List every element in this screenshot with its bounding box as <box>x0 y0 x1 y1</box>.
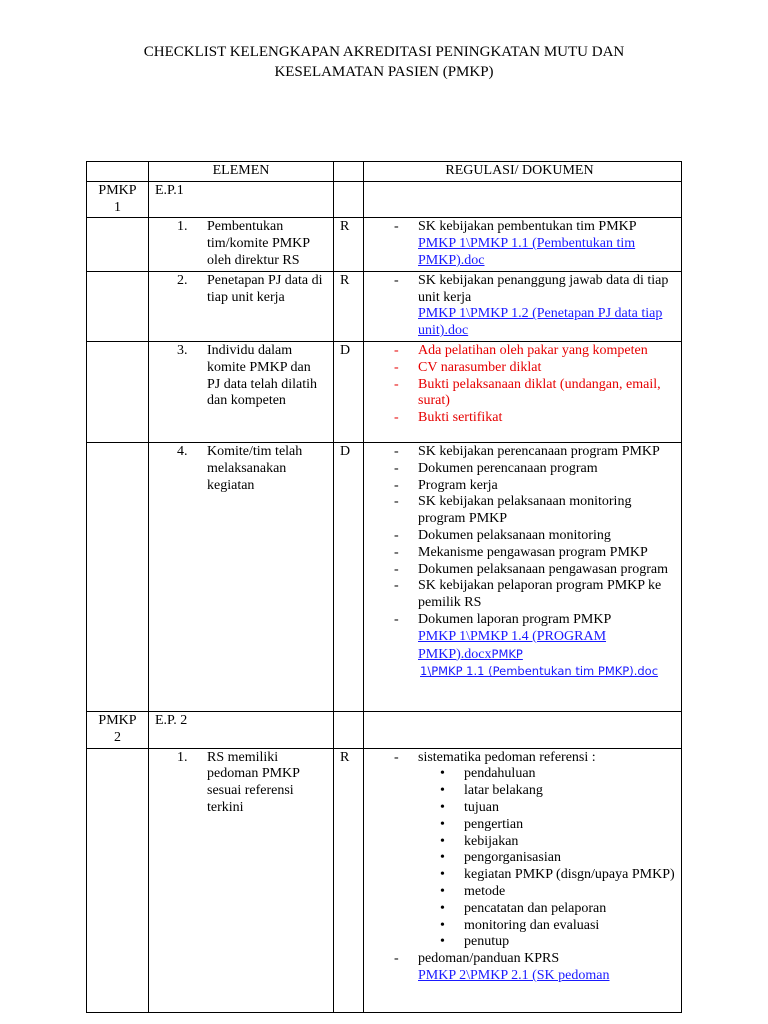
table-row-pmkp1 <box>87 181 682 218</box>
doc-item: - Dokumen pelaksanaan monitoring <box>394 527 611 543</box>
title-line-1: CHECKLIST KELENGKAPAN AKREDITASI PENINGKATAN MUTU DAN <box>143 44 625 60</box>
bullet-item: • penutup <box>440 934 510 950</box>
header-regulasi: REGULASI/ DOKUMEN <box>364 162 682 182</box>
bullet-item: • tujuan <box>440 799 499 815</box>
table-row <box>87 442 682 711</box>
list-item: 1. Pembentukan tim/komite PMKP oleh direktur RS <box>177 219 310 268</box>
doc-item: - Bukti pelaksanaan diklat (undangan, email, surat) <box>394 376 661 409</box>
doc-link[interactable]: PMKP 1\PMKP 1.1 (Pembentukan tim PMKP).doc <box>418 236 636 268</box>
doc-item: - Mekanisme pengawasan program PMKP <box>394 544 648 560</box>
outline-bullets <box>370 766 675 951</box>
pmkp1-label-a: PMKP <box>98 182 137 198</box>
doc-item: - Program kerja <box>394 477 498 493</box>
pmkp1-label <box>87 181 149 218</box>
bullet-item: • latar belakang <box>440 783 543 799</box>
bullet-item: • metode <box>440 883 506 899</box>
item-code: R <box>334 271 364 341</box>
doc-link[interactable]: PMKP 1\PMKP 1.4 (PROGRAM PMKP).docx <box>418 628 607 662</box>
doc-item: - SK kebijakan pelaporan program PMKP ke pemilik RS <box>394 578 662 611</box>
table-row <box>87 218 682 271</box>
doc-item: - CV narasumber diklat <box>394 359 542 375</box>
doc-item: - SK kebijakan penanggung jawab data di tiap unit kerja <box>394 272 669 305</box>
doc-item: - Bukti sertifikat <box>394 410 503 426</box>
bullet-item: • kegiatan PMKP (disgn/upaya PMKP) <box>440 867 675 883</box>
item-code: D <box>334 442 364 711</box>
pmkp2-label <box>87 711 149 748</box>
doc-item: - Dokumen perencanaan program <box>394 460 598 476</box>
doc-link[interactable]: PMKP 1\PMKP 1.2 (Penetapan PJ data tiap unit).doc <box>418 306 663 339</box>
table-header-row <box>87 162 682 182</box>
header-cell-blank-2 <box>334 162 364 182</box>
pmkp1-label-b: 1 <box>114 199 121 215</box>
bullet-item: • pengorganisasian <box>440 850 561 866</box>
list-item: 4. Komite/tim telah melaksanakan kegiatan <box>177 443 303 493</box>
doc-link-tail[interactable]: PMKP <box>491 646 523 661</box>
pmkp2-label-a: PMKP <box>98 712 137 728</box>
pmkp2-ep: E.P. 2 <box>149 711 334 748</box>
doc-item: - SK kebijakan perencanaan program PMKP <box>394 443 660 459</box>
list-item: 1. RS memiliki pedoman PMKP sesuai referensi terkini <box>177 749 300 815</box>
table-row <box>87 341 682 442</box>
doc-item: - Ada pelatihan oleh pakar yang kompeten <box>394 342 648 358</box>
item-code: R <box>334 218 364 271</box>
doc-item: - Dokumen laporan program PMKP <box>394 611 612 627</box>
bullet-item: • pengertian <box>440 816 524 832</box>
bullet-item: • monitoring dan evaluasi <box>440 917 600 933</box>
checklist-table <box>86 161 682 1013</box>
table-row <box>87 748 682 1012</box>
header-cell-blank-1 <box>87 162 149 182</box>
bullet-item: • kebijakan <box>440 833 519 849</box>
list-item: 3. Individu dalam komite PMKP dan PJ data telah dilatih dan kompeten <box>177 342 318 409</box>
page-title <box>0 42 768 82</box>
doc-link-2[interactable]: 1\PMKP 1.1 (Pembentukan tim PMKP).doc <box>420 664 659 679</box>
doc-item: - sistematika pedoman referensi : <box>394 749 596 765</box>
item-code: R <box>334 748 364 1012</box>
title-line-2: KESELAMATAN PASIEN (PMKP) <box>274 64 494 80</box>
pmkp2-label-b: 2 <box>114 729 121 745</box>
pmkp1-ep: E.P.1 <box>149 181 334 218</box>
doc-item: - Dokumen pelaksanaan pengawasan program <box>394 561 668 577</box>
header-elemen: ELEMEN <box>149 162 334 182</box>
table-row <box>87 271 682 341</box>
item-code: D <box>334 341 364 442</box>
bullet-item: • pencatatan dan pelaporan <box>440 900 607 916</box>
doc-item: - SK kebijakan pelaksanaan monitoring program PMKP <box>394 494 632 527</box>
doc-item: - SK kebijakan pembentukan tim PMKP <box>394 219 637 235</box>
list-item: 2. Penetapan PJ data di tiap unit kerja <box>177 272 323 305</box>
doc-item: - pedoman/panduan KPRS <box>394 951 560 967</box>
bullet-item: • pendahuluan <box>440 766 536 782</box>
doc-link[interactable]: PMKP 2\PMKP 2.1 (SK pedoman <box>418 967 610 983</box>
table-row-pmkp2 <box>87 711 682 748</box>
